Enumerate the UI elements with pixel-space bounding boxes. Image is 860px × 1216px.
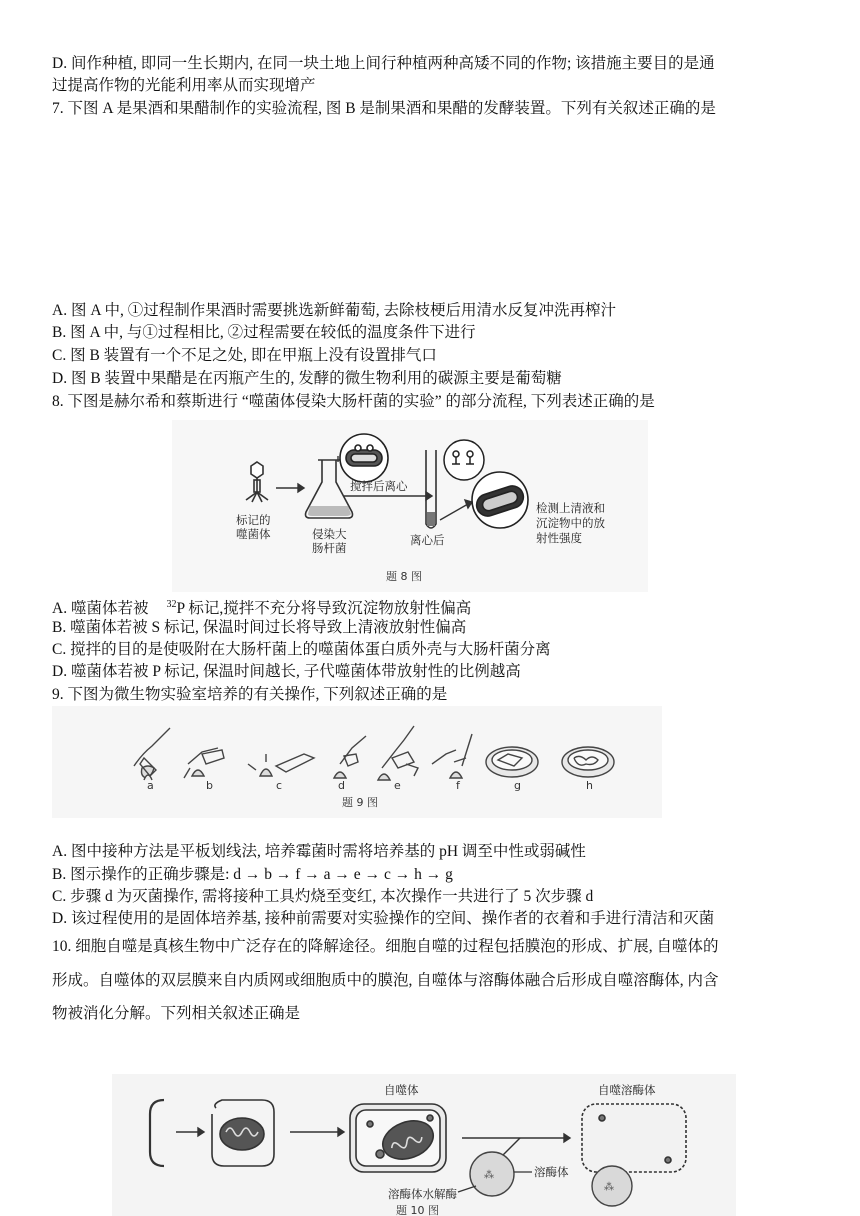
q8-option-c: C. 搅拌的目的是使吸附在大肠杆菌上的噬菌体蛋白质外壳与大肠杆菌分离 <box>52 641 551 658</box>
q10-stem-line2: 形成。自噬体的双层膜来自内质网或细胞质中的膜泡, 自噬体与溶酶体融合后形成自噬溶酶体, 内含 <box>52 972 719 989</box>
figure-9 <box>52 706 662 818</box>
lysosome-icon <box>592 1166 632 1206</box>
detect-label-2: 沉淀物中的放 <box>536 516 605 530</box>
figure-9-caption: 题 9 图 <box>342 796 378 809</box>
q7-option-a: A. 图 A 中, ①过程制作果酒时需要挑选新鲜葡萄, 去除枝梗后用清水反复冲洗再榨汁 <box>52 302 617 319</box>
q9-option-a: A. 图中接种方法是平板划线法, 培养霉菌时需将培养基的 pH 调至中性或弱碱性 <box>52 843 586 860</box>
q9-option-b: B. 图示操作的正确步骤是: d → b → f → a → e → c → h → g <box>52 866 453 883</box>
q9-option-c: C. 步骤 d 为灭菌操作, 需将接种工具灼烧至变红, 本次操作一共进行了 5 次步骤 d <box>52 888 594 905</box>
step-label-b: b <box>206 779 213 792</box>
step-label-c: c <box>276 779 283 792</box>
figure-10-caption: 题 10 图 <box>396 1204 439 1216</box>
q6-option-d-line1: D. 间作种植, 即同一生长期内, 在同一块土地上间行种植两种高矮不同的作物; 该措施主要目的是通 <box>52 55 715 72</box>
q8a-text-pre: A. 噬菌体若被 <box>52 600 149 617</box>
step-label-h: h <box>586 779 593 792</box>
bacterium-magnified-icon <box>340 434 388 482</box>
hydrolase-label: 溶酶体水解酶 <box>388 1187 457 1201</box>
q7-stem: 7. 下图 A 是果酒和果醋制作的实验流程, 图 B 是制果酒和果醋的发酵装置。下列有关叙述正确的是 <box>52 100 716 117</box>
step-h-petri-dish-icon <box>562 747 614 777</box>
autolysosome-icon <box>582 1104 686 1172</box>
phage-magnified-icon <box>444 440 484 480</box>
step-label-g: g <box>514 779 521 792</box>
pellet-magnified-icon <box>472 472 528 528</box>
detect-label-3: 射性强度 <box>536 531 582 545</box>
infect-label-2: 肠杆菌 <box>312 541 347 555</box>
step-g-petri-dish-icon <box>486 747 538 777</box>
q8-option-d: D. 噬菌体若被 P 标记, 保温时间越长, 子代噬菌体带放射性的比例越高 <box>52 663 521 680</box>
autophagosome-label: 自噬体 <box>384 1083 419 1097</box>
q8-stem: 8. 下图是赫尔希和蔡斯进行 “噬菌体侵染大肠杆菌的实验” 的部分流程, 下列表述正确的是 <box>52 393 655 410</box>
lysosome-label: 溶酶体 <box>534 1165 569 1179</box>
phage-label-2: 噬菌体 <box>236 527 271 541</box>
step-label-d: d <box>338 779 345 792</box>
q6-option-d-line2: 过提高作物的光能利用率从而实现增产 <box>52 77 316 94</box>
detect-label-1: 检测上清液和 <box>536 501 605 515</box>
svg-text:⁂: ⁂ <box>604 1182 614 1193</box>
q10-stem-line3: 物被消化分解。下列相关叙述正确是 <box>52 1005 301 1022</box>
svg-text:⁂: ⁂ <box>484 1170 494 1181</box>
step-label-f: f <box>456 779 460 792</box>
autophagosome-icon <box>350 1104 446 1172</box>
phage-label-1: 标记的 <box>236 513 271 527</box>
q7-option-d: D. 图 B 装置中果醋是在丙瓶产生的, 发酵的微生物利用的碳源主要是葡萄糖 <box>52 370 562 387</box>
figure-8-caption: 题 8 图 <box>386 570 422 583</box>
q8a-text-post: P 标记,搅拌不充分将导致沉淀物放射性偏高 <box>176 600 472 617</box>
infect-label-1: 侵染大 <box>312 527 347 541</box>
q10-stem-line1: 10. 细胞自噬是真核生物中广泛存在的降解途径。细胞自噬的过程包括膜泡的形成、扩展, 自噬体的 <box>52 938 719 955</box>
step-label-a: a <box>147 779 154 792</box>
autolysosome-label: 自噬溶酶体 <box>598 1083 656 1097</box>
q8a-superscript: 32 <box>166 599 177 610</box>
q7-option-b: B. 图 A 中, 与①过程相比, ②过程需要在较低的温度条件下进行 <box>52 324 476 341</box>
q7-option-c: C. 图 B 装置有一个不足之处, 即在甲瓶上没有设置排气口 <box>52 347 437 364</box>
lysosome-icon <box>470 1152 514 1196</box>
q8-option-a <box>52 595 471 619</box>
stir-label: 搅拌后离心 <box>350 479 408 493</box>
q9-option-d: D. 该过程使用的是固体培养基, 接种前需要对实验操作的空间、操作者的衣着和手进行清洁和灭菌 <box>52 910 715 927</box>
figure-10 <box>112 1074 736 1216</box>
after-centrifuge-label: 离心后 <box>410 533 445 547</box>
q9-stem: 9. 下图为微生物实验室培养的有关操作, 下列叙述正确的是 <box>52 686 448 703</box>
q8-option-b: B. 噬菌体若被 S 标记, 保温时间过长将导致上清液放射性偏高 <box>52 619 467 636</box>
figure-8 <box>172 420 648 592</box>
step-label-e: e <box>394 779 401 792</box>
